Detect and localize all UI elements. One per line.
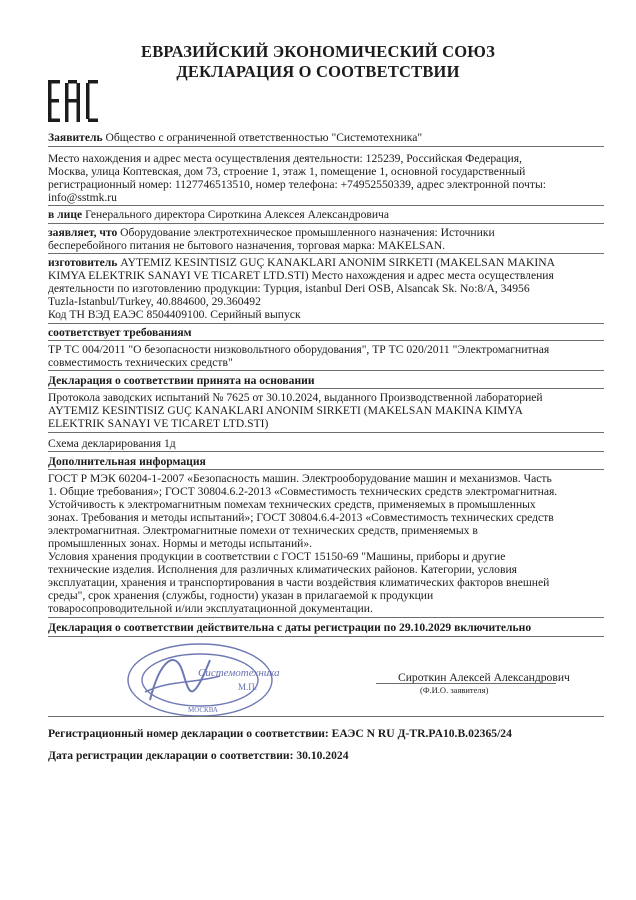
- person-value: Генерального директора Сироткина Алексея Александровича: [82, 208, 390, 221]
- eac-mark-icon: [48, 80, 98, 122]
- divider: [48, 469, 604, 470]
- requirements-label: [48, 326, 608, 339]
- person-line: [48, 208, 608, 221]
- additional-block: [48, 472, 608, 615]
- manufacturer-label: изготовитель: [48, 256, 118, 269]
- additional-line: электромагнитная. Электромагнитные помехи от технических средств, применяемых в: [48, 524, 478, 537]
- requirements-heading: соответствует требованиям: [48, 326, 192, 339]
- basis-line: ELEKTRIK SANAYI VE TICARET LTD.STI): [48, 417, 269, 430]
- divider: [48, 223, 604, 224]
- divider: [48, 432, 604, 433]
- address-line: Москва, улица Коптевская, дом 73, строение 1, этаж 1, помещение 1, основной государственный: [48, 165, 526, 178]
- requirements-block: [48, 343, 608, 369]
- manufacturer-line: Tuzla-Istanbul/Turkey, 40.884600, 29.360492: [48, 295, 261, 308]
- registration-date: Дата регистрации декларации о соответствии: 30.10.2024: [48, 749, 349, 762]
- additional-line: ГОСТ Р МЭК 60204-1-2007 «Безопасность машин. Электрооборудование машин и механизмов. Часть: [48, 472, 552, 485]
- requirements-line: совместимость технических средств": [48, 356, 233, 369]
- registration-number: Регистрационный номер декларации о соответствии: ЕАЭС N RU Д-TR.PA10.B.02365/24: [48, 727, 512, 740]
- divider: [48, 323, 604, 324]
- additional-line: Условия хранения продукции в соответствии с ГОСТ 15150-69 "Машины, приборы и другие: [48, 550, 506, 563]
- additional-label: [48, 455, 608, 468]
- signature-underline: [376, 683, 556, 684]
- divider: [48, 253, 604, 254]
- divider: [48, 617, 604, 618]
- additional-line: технические изделия. Исполнения для различных климатических районов. Категории, условия: [48, 563, 517, 576]
- basis-line: Протокола заводских испытаний № 7625 от 30.10.2024, выданного Производственной лабораторией: [48, 391, 543, 404]
- divider: [48, 636, 604, 637]
- requirements-line: ТР ТС 004/2011 "О безопасности низковольтного оборудования", ТР ТС 020/2011 "Электромагнитная: [48, 343, 550, 356]
- additional-line: среды", срок хранения (службы, годности) указан в прилагаемой к продукции: [48, 589, 434, 602]
- divider: [48, 146, 604, 147]
- additional-line: промышленных зонах. Нормы и методы испытаний».: [48, 537, 313, 550]
- applicant-line: [48, 131, 608, 144]
- declares-line: бесперебойного питания не бытового назначения, торговая марка: MAKELSAN.: [48, 239, 446, 252]
- basis-heading: Декларация о соответствии принята на основании: [48, 374, 315, 387]
- divider: [48, 388, 604, 389]
- divider: [48, 205, 604, 206]
- signatory-name: Сироткин Алексей Александрович: [398, 671, 570, 684]
- address-email: info@sstmk.ru: [48, 191, 117, 204]
- additional-line: зонах. Требования и методы испытаний»; ГОСТ 30804.6.4-2013 «Совместимость технических средств: [48, 511, 554, 524]
- divider: [48, 451, 604, 452]
- person-label: в лице: [48, 208, 83, 221]
- stamp-small: М.П.: [238, 682, 258, 692]
- additional-line: товаросопроводительной и/или эксплуатационной документации.: [48, 602, 373, 615]
- applicant-value: Общество с ограниченной ответственностью "Системотехника": [102, 131, 423, 144]
- divider: [48, 340, 604, 341]
- declares-block: [48, 226, 608, 252]
- manufacturer-hs-code: Код ТН ВЭД ЕАЭС 8504409100. Серийный выпуск: [48, 308, 301, 321]
- stamp-city: МОСКВА: [188, 706, 218, 714]
- manufacturer-line: деятельности по изготовлению продукции: Турция, istanbul Deri OSB, Alsancak Sk. No:8/A, 34956: [48, 282, 530, 295]
- basis-scheme: Схема декларирования 1д: [48, 437, 176, 450]
- header-union: ЕВРАЗИЙСКИЙ ЭКОНОМИЧЕСКИЙ СОЮЗ: [140, 42, 495, 61]
- declares-line: Оборудование электротехническое промышленного назначения: Источники: [117, 226, 495, 239]
- validity-line: Декларация о соответствии действительна с даты регистрации по 29.10.2029 включительно: [48, 621, 532, 634]
- divider: [48, 370, 604, 371]
- basis-line: AYTEMIZ KESINTISIZ GUÇ KANAKLARI ANONIM SIRKETI (MAKELSAN MAKINA KIMYA: [48, 404, 523, 417]
- applicant-label: Заявитель: [48, 131, 103, 144]
- header-declaration: ДЕКЛАРАЦИЯ О СООТВЕТСТВИИ: [176, 62, 460, 81]
- basis-block: [48, 391, 608, 430]
- address-line: Место нахождения и адрес места осуществления деятельности: 125239, Российская Федерация,: [48, 152, 522, 165]
- additional-line: Устойчивость к электромагнитным помехам технических средств, применяемых в промышленных: [48, 498, 536, 511]
- address-line: регистрационный номер: 1127746513510, номер телефона: +74952550339, адрес электронной почты:: [48, 178, 546, 191]
- declares-label: заявляет, что: [48, 226, 118, 239]
- manufacturer-line: KIMYA ELEKTRIK SANAYI VE TICARET LTD.STI) Место нахождения и адрес места осуществления: [48, 269, 554, 282]
- manufacturer-block: [48, 256, 608, 321]
- additional-heading: Дополнительная информация: [48, 455, 206, 468]
- stamp-text: Системотехника: [198, 667, 280, 679]
- signatory-role: (Ф.И.О. заявителя): [420, 685, 489, 695]
- manufacturer-line: AYTEMIZ KESINTISIZ GUÇ KANAKLARI ANONIM SIRKETI (MAKELSAN MAKINA: [117, 256, 555, 269]
- basis-label: [48, 374, 608, 387]
- divider: [48, 716, 604, 717]
- additional-line: 1. Общие требования»; ГОСТ 30804.6.2-2013 «Совместимость технических средств электромагнитная.: [48, 485, 558, 498]
- additional-line: эксплуатации, хранения и транспортирования в части воздействия климатических факторов внешней: [48, 576, 550, 589]
- address-block: [48, 152, 608, 204]
